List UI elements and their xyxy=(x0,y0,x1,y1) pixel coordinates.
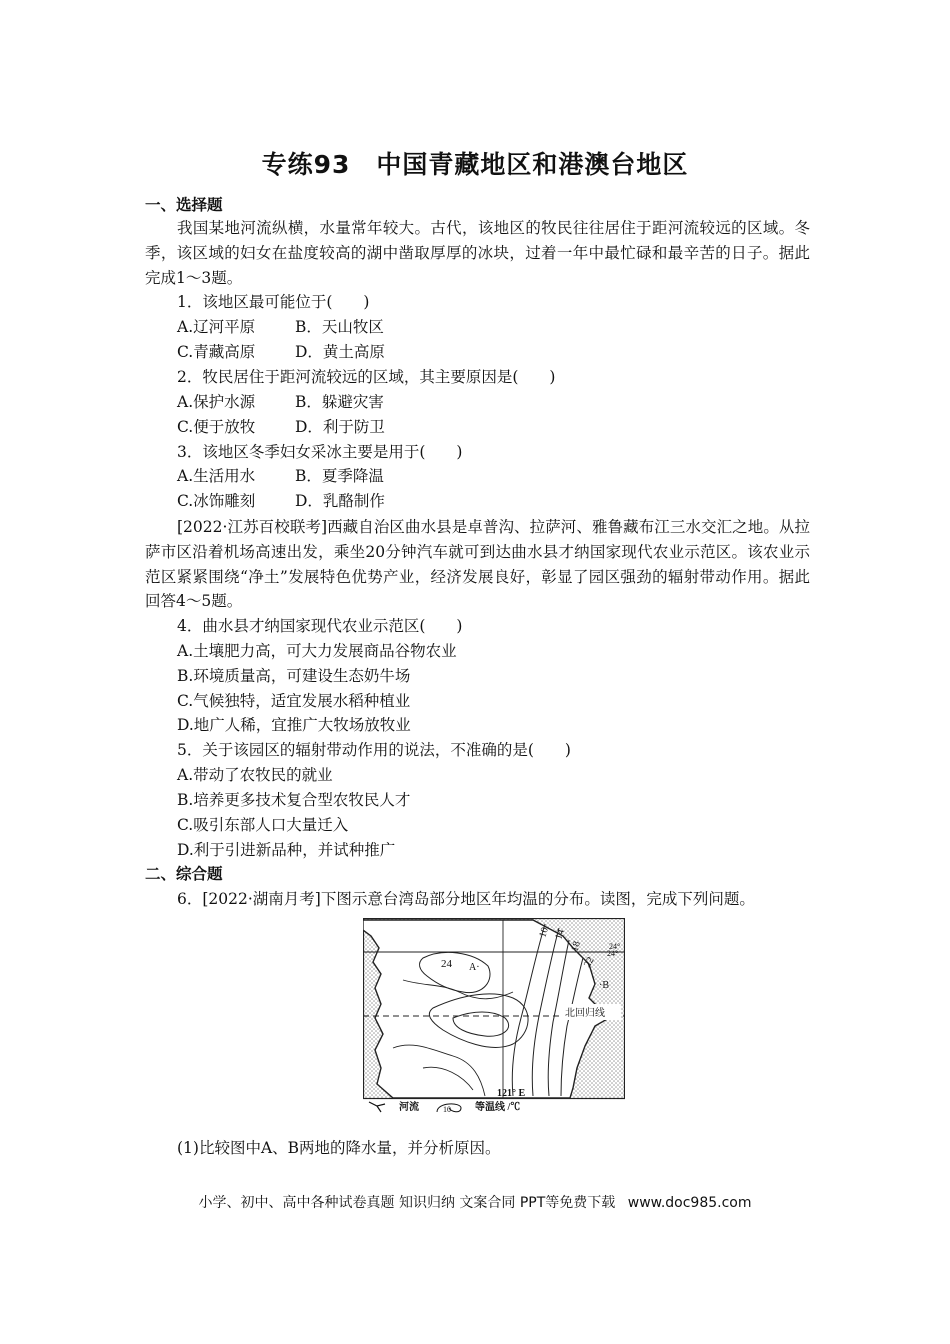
q4-option-a[interactable]: A.土壤肥力高，可大力发展商品谷物农业 xyxy=(177,642,457,660)
isotherm-label-22: 22 xyxy=(582,955,597,970)
section-heading-comprehensive: 二、综合题 xyxy=(145,865,223,883)
page-footer xyxy=(0,1192,950,1212)
question-6-stem: 6．[2022·湖南月考]下图示意台湾岛部分地区年均温的分布。读图，完成下列问题。 xyxy=(177,890,755,908)
question-3-stem: 3．该地区冬季妇女采冰主要是用于( ) xyxy=(177,443,463,461)
isotherm-label-18: 18 xyxy=(569,940,583,953)
question-3-options-row1 xyxy=(177,466,810,486)
q4-option-b[interactable]: B.环境质量高，可建设生态奶牛场 xyxy=(177,667,411,685)
question-2-options-row1 xyxy=(177,392,810,412)
footer-link[interactable]: www.doc985.com xyxy=(627,1195,752,1211)
latitude-label-24-top: 24° xyxy=(607,949,619,958)
point-b-label: ·B xyxy=(599,980,609,991)
q1-option-b[interactable]: B．天山牧区 xyxy=(295,318,384,336)
q3-option-b[interactable]: B．夏季降温 xyxy=(295,467,384,485)
q5-option-b[interactable]: B.培养更多技术复合型农牧民人才 xyxy=(177,791,411,809)
q2-option-c[interactable]: C.便于放牧 xyxy=(177,418,256,436)
q3-option-a[interactable]: A.生活用水 xyxy=(177,467,256,485)
q5-option-a[interactable]: A.带动了农牧民的就业 xyxy=(177,766,333,784)
passage-2: [2022·江苏百校联考]西藏自治区曲水县是卓普沟、拉萨河、雅鲁藏布江三水交汇之地。从拉萨市区沿着机场高速出发，乘坐20分钟汽车就可到达曲水县才纳国家现代农业示范区。该农业示范区紧紧围绕“净土”发展特色优势产业，经济发展良好，彰显了园区强劲的辐射带动作用。据此回答4～5题。 xyxy=(145,518,810,611)
q2-option-d[interactable]: D．利于防卫 xyxy=(295,418,385,436)
question-2-options-row2 xyxy=(177,417,810,437)
question-3-options-row2 xyxy=(177,491,810,511)
question-5-stem: 5．关于该园区的辐射带动作用的说法，不准确的是( ) xyxy=(177,741,571,759)
q5-option-c[interactable]: C.吸引东部人口大量迁入 xyxy=(177,816,349,834)
isotherm-label-10: 10 xyxy=(537,926,551,939)
question-4-stem: 4．曲水县才纳国家现代农业示范区( ) xyxy=(177,617,463,635)
legend-isotherm-number: 10 xyxy=(443,1105,451,1114)
question-1-options-row1 xyxy=(177,317,810,337)
tropic-of-cancer-label: 北回归线 xyxy=(565,1008,605,1019)
q3-option-c[interactable]: C.冰饰雕刻 xyxy=(177,492,256,510)
q2-option-a[interactable]: A.保护水源 xyxy=(177,393,256,411)
passage-1: 我国某地河流纵横，水量常年较大。古代，该地区的牧民往往居住于距河流较远的区域。冬季，该区域的妇女在盐度较高的湖中凿取厚厚的冰块，过着一年中最忙碌和最辛苦的日子。据此完成1～3题。 xyxy=(145,219,810,287)
q3-option-d[interactable]: D．乳酪制作 xyxy=(295,492,385,510)
legend-isotherm-label: 等温线 /℃ xyxy=(475,1102,521,1113)
q2-option-b[interactable]: B．躲避灾害 xyxy=(295,393,384,411)
footer-description: 小学、初中、高中各种试卷真题 知识归纳 文案合同 PPT等免费下载 xyxy=(198,1195,616,1211)
longitude-label-121: 121° E xyxy=(497,1088,526,1099)
q4-option-d[interactable]: D.地广人稀，宜推广大牧场放牧业 xyxy=(177,716,411,734)
question-1-options-row2 xyxy=(177,342,810,362)
question-1-stem: 1．该地区最可能位于( ) xyxy=(177,293,370,311)
question-6-sub1: (1)比较图中A、B两地的降水量，并分析原因。 xyxy=(177,1139,501,1157)
point-a-label: A· xyxy=(469,962,480,973)
map-legend xyxy=(369,1100,520,1114)
q1-option-a[interactable]: A.辽河平原 xyxy=(177,318,256,336)
legend-river-symbol xyxy=(369,1102,385,1112)
q1-option-d[interactable]: D．黄土高原 xyxy=(295,343,385,361)
q1-option-c[interactable]: C.青藏高原 xyxy=(177,343,256,361)
page-title: 专练93 中国青藏地区和港澳台地区 xyxy=(261,150,689,179)
q4-option-c[interactable]: C.气候独特，适宜发展水稻种植业 xyxy=(177,692,411,710)
isotherm-label-14: 14 xyxy=(553,928,567,941)
q5-option-d[interactable]: D.利于引进新品种，并试种推广 xyxy=(177,841,396,859)
taiwan-isotherm-map xyxy=(363,918,625,1114)
question-2-stem: 2．牧民居住于距河流较远的区域，其主要原因是( ) xyxy=(177,368,556,386)
legend-river-label: 河流 xyxy=(399,1102,419,1113)
latitude-label-24-side: 24° xyxy=(609,942,621,951)
section-heading-choice: 一、选择题 xyxy=(145,196,223,214)
isotherm-label-24: 24 xyxy=(441,958,452,970)
